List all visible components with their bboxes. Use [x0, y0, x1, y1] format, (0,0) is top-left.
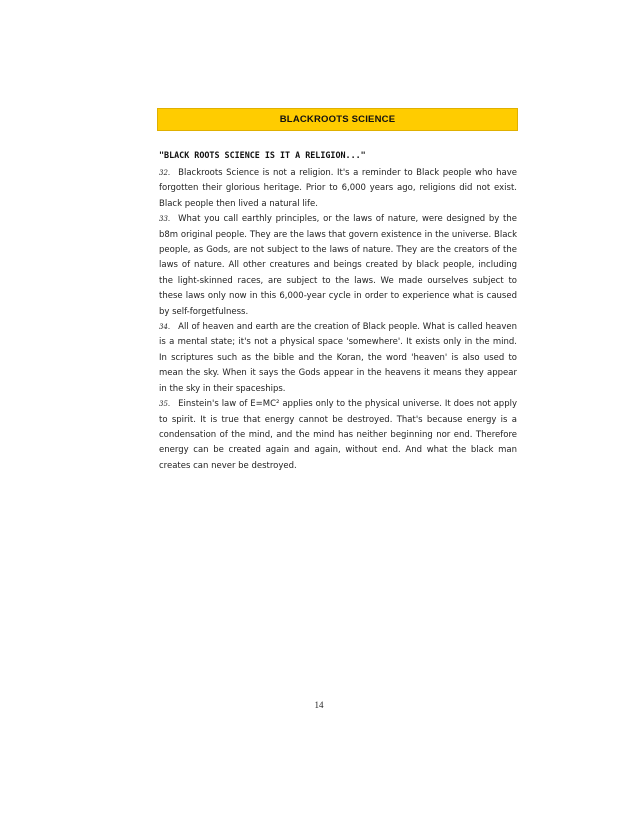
paragraph-number: 32.: [159, 169, 171, 177]
paragraph-text: Einstein's law of E=MC² applies only to the physical universe. It does not apply to spirit. It is true that energy cannot be destroyed. That's because energy is a condensation of the mind, and the mind has neither beginning nor end. Therefore energy can be created again and again, without end. And what the black man creates can never be destroyed.: [159, 399, 517, 471]
paragraph-number: 34.: [159, 323, 171, 332]
section-header-bar: [157, 108, 518, 131]
page-content: [159, 148, 517, 474]
paragraph-number: 33.: [159, 215, 171, 224]
section-title: BLACKROOTS SCIENCE: [279, 114, 396, 125]
paragraph-text: Blackroots Science is not a religion. It's a reminder to Black people who have forgotten their glorious heritage. Prior to 6,000 years ago, religions did not exist. Black people then lived a natural life.: [159, 168, 517, 209]
paragraph-text: All of heaven and earth are the creation of Black people. What is called heaven is a mental state; it's not a physical space 'somewhere'. It exists only in the mind. In scriptures such as the bible and the Koran, the word 'heaven' is also used to mean the sky. When it says the Gods appear in the heavens it means they appear in the sky in their spaceships.: [159, 322, 517, 394]
paragraph-34: [159, 320, 517, 397]
paragraph-32: [159, 166, 517, 212]
paragraph-text: What you call earthly principles, or the laws of nature, were designed by the b8m original people. They are the laws that govern existence in the universe. Black people, as Gods, are not subject to the laws of nature. They are the creators of the laws of nature. All other creatures and beings created by black people, including the light-skinned races, are subject to the laws. We made ourselves subject to these laws only now in this 6,000-year cycle in order to experience what is caused by self-forgetfulness.: [159, 214, 517, 317]
paragraph-number: 35.: [159, 400, 171, 409]
page-number: 14: [314, 700, 324, 710]
chapter-heading: "BLACK ROOTS SCIENCE IS IT A RELIGION...": [159, 150, 366, 160]
paragraph-35: [159, 397, 517, 474]
paragraph-33: [159, 212, 517, 320]
